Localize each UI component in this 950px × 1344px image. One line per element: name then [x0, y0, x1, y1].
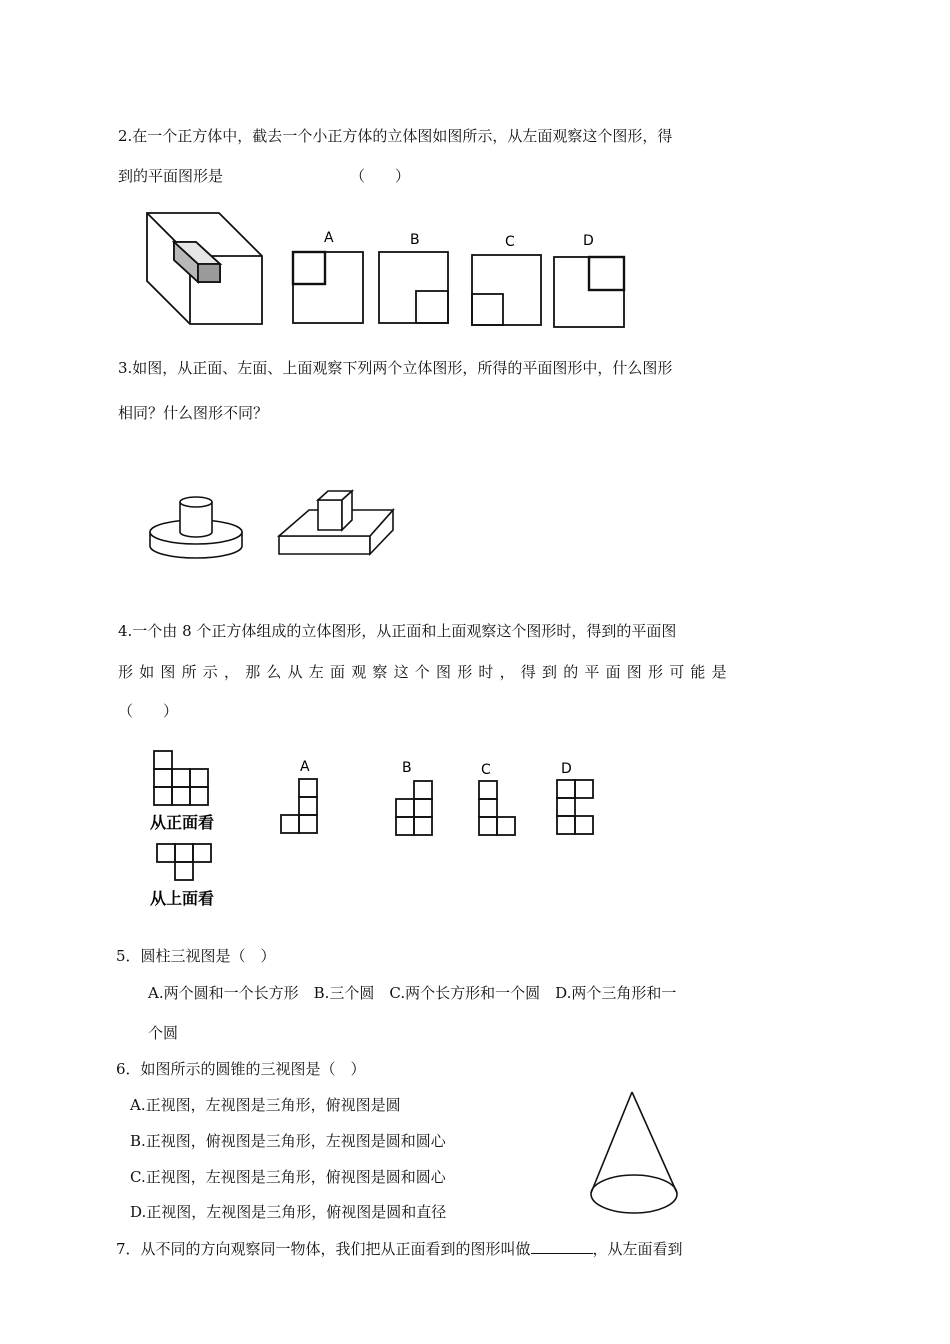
q7-text-b: ，从左面看到	[592, 1240, 683, 1258]
q7-answer-blank[interactable]	[531, 1239, 593, 1254]
q4-option-c-label: C	[481, 762, 491, 778]
q3-line-1: 3.如图，从正面、左面、上面观察下列两个立体图形，所得的平面图形中，什么图形	[118, 359, 673, 377]
q6-option-d: D.正视图，左视图是三角形，俯视图是圆和直径	[130, 1203, 447, 1221]
q7-text-a: 7．从不同的方向观察同一物体，我们把从正面看到的图形叫做	[116, 1240, 531, 1258]
q7-line	[116, 1239, 683, 1259]
q2-line-1: 2.在一个正方体中，截去一个小正方体的立体图如图所示，从左面观察这个图形，得	[118, 127, 673, 145]
q6-option-b: B.正视图，俯视图是三角形，左视图是圆和圆心	[130, 1132, 446, 1150]
q2-line-2: 到的平面图形是	[118, 167, 224, 185]
q4-line-2: 形如图所示，那么从左面观察这个图形时，得到的平面图形可能是	[118, 663, 733, 681]
q5-options: A.两个圆和一个长方形 B.三个圆 C.两个长方形和一个圆 D.两个三角形和一	[148, 984, 677, 1002]
q2-option-c-label: C	[505, 234, 515, 250]
q4-line-3: （ ）	[118, 702, 179, 720]
q4-line-1: 4.一个由 8 个正方体组成的立体图形，从正面和上面观察这个图形时，得到的平面图	[118, 622, 677, 640]
q4-option-b-label: B	[402, 760, 412, 776]
q2-option-a-label: A	[324, 230, 334, 246]
q5-options-continued: 个圆	[148, 1024, 179, 1042]
q4-option-a-label: A	[300, 759, 310, 775]
q2-option-b-label: B	[410, 232, 420, 248]
q5-stem: 5．圆柱三视图是（ ）	[116, 947, 276, 965]
q4-option-d-label: D	[561, 761, 572, 777]
q4-top-view-caption: 从上面看	[150, 889, 215, 908]
q3-line-2: 相同？什么图形不同？	[118, 404, 269, 422]
q6-option-c: C.正视图，左视图是三角形，俯视图是圆和圆心	[130, 1168, 446, 1186]
q6-stem: 6．如图所示的圆锥的三视图是（ ）	[116, 1060, 366, 1078]
q4-front-view-caption: 从正面看	[150, 813, 215, 832]
q2-option-d-label: D	[583, 233, 594, 249]
q2-answer-paren: （ ）	[350, 167, 411, 185]
q6-option-a: A.正视图，左视图是三角形，俯视图是圆	[130, 1096, 401, 1114]
